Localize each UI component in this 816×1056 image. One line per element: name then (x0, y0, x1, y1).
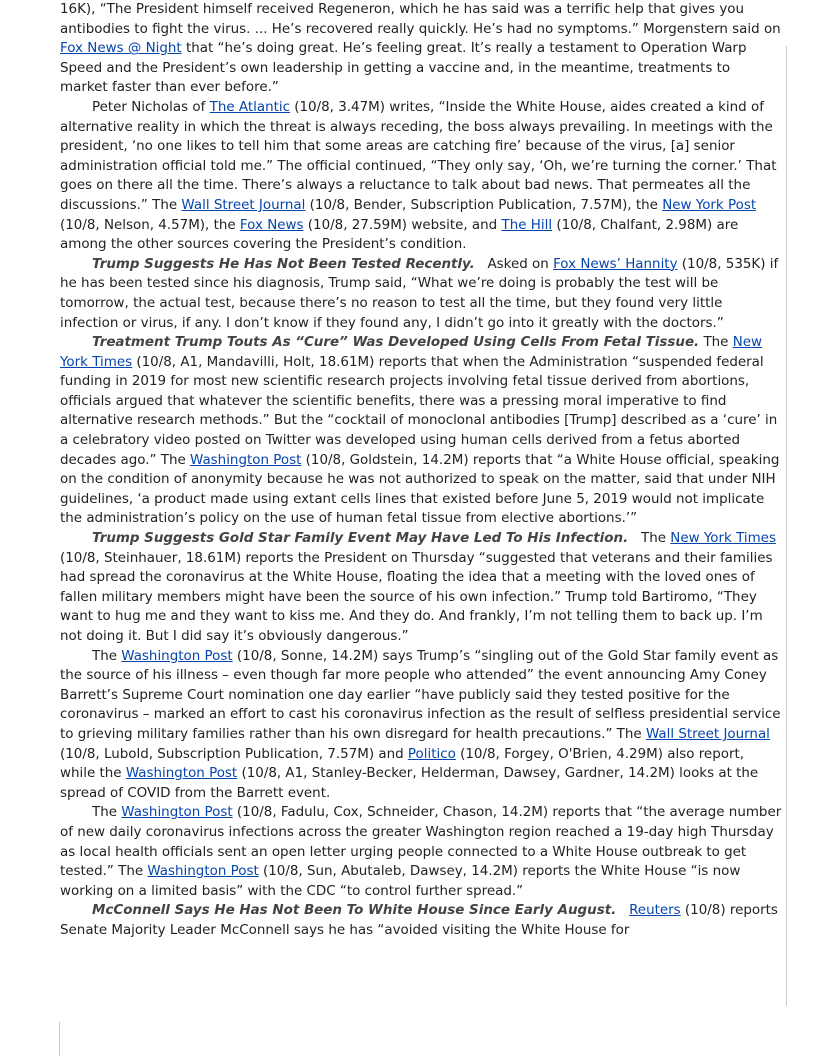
article-body (60, 0, 782, 941)
link-reuters[interactable]: Reuters (629, 903, 681, 919)
paragraph-not-tested: Trump Suggests He Has Not Been Tested Recently. Asked on Fox News’ Hannity (10/8, 535K) if he has been tested since his diagnosis, Trump said, “What we’re doing is probably the test will be tomorrow, the actual test, because there’s no reason to test all the time, but they found very little infection or virus, if any. I don’t know if they found any, I didn’t go into it greatly with the doctors.” (60, 256, 779, 331)
link-new-york-post[interactable]: New York Post (662, 197, 757, 213)
link-washington-post[interactable]: Washington Post (121, 805, 233, 821)
paragraph-dc-infections: The Washington Post (10/8, Fadulu, Cox, Schneider, Chason, 14.2M) reports that “the average number of new daily coronavirus infections across the greater Washington region reached a 19-day high Thursday as local health officials sent an open letter urging people connected to a White House outbreak to get tested.” The Washington Post (10/8, Sun, Abutaleb, Dawsey, 14.2M) reports the White House “is now working on a limited basis” with the CDC “to control further spread.” (60, 805, 782, 899)
link-fox-news-night[interactable]: Fox News @ Night (60, 41, 182, 57)
link-new-york-times[interactable]: New York Times (60, 335, 763, 370)
link-fox-news[interactable]: Fox News (239, 217, 304, 233)
link-the-hill[interactable]: The Hill (501, 217, 553, 233)
paragraph-atlantic: Peter Nicholas of The Atlantic (10/8, 3.47M) writes, “Inside the White House, aides created a kind of alternative reality in which the threat is always receding, the boss always prevailing. In meetings with the president, ‘no one likes to tell him that some areas are catching fire’ because of the virus, [a] senior administration official told me.” The official continued, “They only say, ‘Oh, we’re turning the corner.’ That goes on there all the time. There’s always a reluctance to talk about bad news. That permeates all the discussions.” The Wall Street Journal (10/8, Bender, Subscription Publication, 7.57M), the New York Post (10/8, Nelson, 4.57M), the Fox News (10/8, 27.59M) website, and The Hill (10/8, Chalfant, 2.98M) are among the other sources covering the President’s condition. (60, 99, 777, 253)
paragraph-regeneron: 16K), “The President himself received Regeneron, which he has said was a terrific help that gives you antibodies to fight the virus. ... He’s recovered really quickly. He’s had no symptoms.” Morgenstern said on Fox News @ Night that “he’s doing great. He’s feeling great. It’s really a testament to Operation Warp Speed and the President’s own leadership in getting a vaccine and, in the meantime, treatments to market faster than ever before.” (60, 2, 781, 96)
section-heading: McConnell Says He Has Not Been To White House Since Early August. (92, 903, 617, 919)
section-heading: Trump Suggests He Has Not Been Tested Recently. (92, 256, 475, 272)
link-politico[interactable]: Politico (407, 746, 456, 762)
link-wall-street-journal[interactable]: Wall Street Journal (181, 197, 306, 213)
link-new-york-times[interactable]: New York Times (670, 531, 776, 547)
section-heading: Treatment Trump Touts As “Cure” Was Developed Using Cells From Fetal Tissue. (92, 335, 700, 351)
link-washington-post[interactable]: Washington Post (190, 452, 302, 468)
paragraph-sonne: The Washington Post (10/8, Sonne, 14.2M) says Trump’s “singling out of the Gold Star family event as the source of his illness – even though far more people who attended” the event announcing Amy Coney Barrett’s Supreme Court nomination one day earlier “have publicly said they tested positive for the coronavirus – marked an effort to cast his coronavirus infection as the result of selfless presidential service to grieving military families rather than his own disregard for health precautions.” The Wall Street Journal (10/8, Lubold, Subscription Publication, 7.57M) and Politico (10/8, Forgey, O'Brien, 4.29M) also report, while the Washington Post (10/8, A1, Stanley-Becker, Helderman, Dawsey, Gardner, 14.2M) looks at the spread of COVID from the Barrett event. (60, 648, 781, 801)
link-the-atlantic[interactable]: The Atlantic (209, 99, 290, 115)
link-washington-post[interactable]: Washington Post (125, 766, 238, 782)
paragraph-mcconnell: McConnell Says He Has Not Been To White House Since Early August. Reuters (10/8) reports Senate Majority Leader McConnell says he has “avoided visiting the White House for (60, 903, 778, 938)
left-margin-rule (59, 1022, 60, 1056)
section-heading: Trump Suggests Gold Star Family Event May Have Led To His Infection. (92, 531, 629, 547)
right-margin-rule (786, 46, 787, 1006)
paragraph-gold-star: Trump Suggests Gold Star Family Event May Have Led To His Infection. The New York Times (10/8, Steinhauer, 18.61M) reports the President on Thursday “suggested that veterans and their families had spread the coronavirus at the White House, floating the idea that a meeting with the loved ones of fallen military members might have been the source of his own infection.” Trump told Bartiromo, “They want to hug me and they want to kiss me. And they do. And frankly, I’m not telling them to back up. I’m not doing it. But I did say it’s obviously dangerous.” (60, 531, 776, 644)
link-washington-post[interactable]: Washington Post (147, 864, 259, 880)
link-wall-street-journal[interactable]: Wall Street Journal (645, 726, 770, 742)
paragraph-fetal-tissue: Treatment Trump Touts As “Cure” Was Developed Using Cells From Fetal Tissue. The New York Times (10/8, A1, Mandavilli, Holt, 18.61M) reports that when the Administration “suspended federal funding in 2019 for most new scientific research projects involving fetal tissue derived from abortions, officials argued that whatever the scientific benefits, there was a pressing moral imperative to find alternative research methods.” But the “cocktail of monoclonal antibodies [Trump] described as a ‘cure’ in a celebratory video posted on Twitter was developed using human cells derived from a fetus aborted decades ago.” The Washington Post (10/8, Goldstein, 14.2M) reports that “a White House official, speaking on the condition of anonymity because he was not authorized to speak on the matter, said that under NIH guidelines, ‘a product made using extant cells lines that existed before June 5, 2019 would not implicate the administration’s policy on the use of human fetal tissue from elective abortions.’” (60, 335, 780, 527)
link-washington-post[interactable]: Washington Post (121, 648, 233, 664)
link-fox-news-hannity[interactable]: Fox News’ Hannity (553, 256, 678, 272)
